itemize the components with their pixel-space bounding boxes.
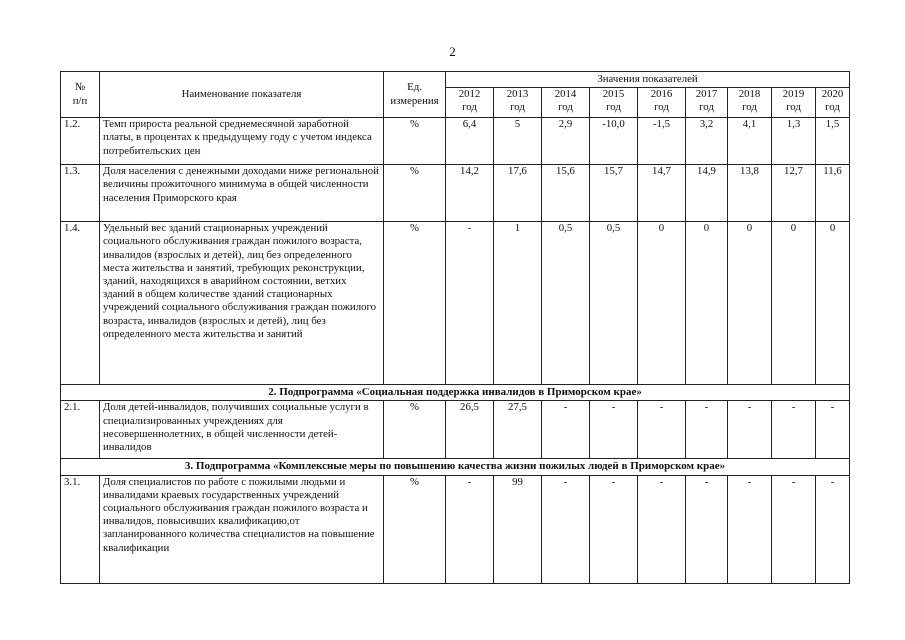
indicator-name: Доля населения с денежными доходами ниже региональной величины прожиточного минимума в общей численности населения Приморского края xyxy=(100,165,384,222)
table-row xyxy=(61,118,850,165)
value-cell-2016: 14,7 xyxy=(638,165,686,222)
value-cell-2017: - xyxy=(686,475,728,583)
value-cell-2015: 0,5 xyxy=(590,222,638,385)
value-cell-2018: 0 xyxy=(728,222,772,385)
value-cell-2016: 0 xyxy=(638,222,686,385)
header-year-suffix: год xyxy=(606,101,621,114)
value-cell-2016: - xyxy=(638,401,686,459)
table-row xyxy=(61,475,850,583)
header-name-label: Наименование показателя xyxy=(181,88,302,100)
table-row xyxy=(61,401,850,459)
value-cell-2020: - xyxy=(816,401,850,459)
value-cell-2012: 26,5 xyxy=(446,401,494,459)
value-cell-2014: 2,9 xyxy=(542,118,590,165)
value-cell-2017: 14,9 xyxy=(686,165,728,222)
header-year-suffix: год xyxy=(786,101,801,114)
value-cell-2020: 11,6 xyxy=(816,165,850,222)
value-cell-2012: 14,2 xyxy=(446,165,494,222)
unit-cell: % xyxy=(384,165,446,222)
value-cell-2016: - xyxy=(638,475,686,583)
value-cell-2012: - xyxy=(446,475,494,583)
header-year-suffix: год xyxy=(462,101,477,114)
value-cell-2015: - xyxy=(590,401,638,459)
row-number: 1.4. xyxy=(61,222,100,385)
value-cell-2013: 5 xyxy=(494,118,542,165)
section-title: 2. Подпрограмма «Социальная поддержка инвалидов в Приморском крае» xyxy=(61,385,850,401)
value-cell-2016: -1,5 xyxy=(638,118,686,165)
value-cell-2013: 99 xyxy=(494,475,542,583)
header-year-2014 xyxy=(542,88,590,118)
table-row xyxy=(61,165,850,222)
header-year-value: 2020 xyxy=(821,88,844,101)
section-row xyxy=(61,385,850,401)
header-year-value: 2019 xyxy=(782,88,805,101)
value-cell-2015: - xyxy=(590,475,638,583)
value-cell-2017: 3,2 xyxy=(686,118,728,165)
header-year-value: 2018 xyxy=(738,88,761,101)
value-cell-2013: 1 xyxy=(494,222,542,385)
header-unit-label: Ед. измерения xyxy=(390,81,439,107)
header-year-value: 2017 xyxy=(695,88,718,101)
section-title: 3. Подпрограмма «Комплексные меры по повышению качества жизни пожилых людей в Приморском крае» xyxy=(61,459,850,475)
unit-cell: % xyxy=(384,475,446,583)
value-cell-2019: 0 xyxy=(772,222,816,385)
indicator-name: Темп прироста реальной среднемесячной заработной платы, в процентах к предыдущему году с учетом индекса потребительских цен xyxy=(100,118,384,165)
unit-cell: % xyxy=(384,401,446,459)
header-values-label: Значения показателей xyxy=(597,73,698,85)
header-year-2016 xyxy=(638,88,686,118)
value-cell-2018: - xyxy=(728,475,772,583)
header-year-suffix: год xyxy=(742,101,757,114)
unit-cell: % xyxy=(384,222,446,385)
value-cell-2014: - xyxy=(542,401,590,459)
value-cell-2019: - xyxy=(772,401,816,459)
header-year-value: 2013 xyxy=(506,88,529,101)
value-cell-2014: - xyxy=(542,475,590,583)
value-cell-2018: 4,1 xyxy=(728,118,772,165)
header-year-2017 xyxy=(686,88,728,118)
value-cell-2017: 0 xyxy=(686,222,728,385)
header-year-2013 xyxy=(494,88,542,118)
page-number: 2 xyxy=(449,44,456,59)
value-cell-2012: 6,4 xyxy=(446,118,494,165)
table-header xyxy=(61,72,850,118)
indicator-name: Доля специалистов по работе с пожилыми людьми и инвалидами краевых государственных учреждений социального обслуживания граждан пожилого возраста и инвалидов, повысивших квалификацию,от запланированного количества специалистов на повышение квалификации xyxy=(100,475,384,583)
row-number: 1.2. xyxy=(61,118,100,165)
header-year-value: 2014 xyxy=(554,88,577,101)
value-cell-2013: 27,5 xyxy=(494,401,542,459)
header-name xyxy=(100,72,384,118)
header-year-2019 xyxy=(772,88,816,118)
header-unit xyxy=(384,72,446,118)
header-year-suffix: год xyxy=(654,101,669,114)
value-cell-2020: 1,5 xyxy=(816,118,850,165)
header-values xyxy=(446,72,850,88)
header-year-suffix: год xyxy=(825,101,840,114)
header-year-suffix: год xyxy=(558,101,573,114)
indicators-table xyxy=(60,71,850,584)
value-cell-2017: - xyxy=(686,401,728,459)
header-num-label: № п/п xyxy=(72,81,88,107)
header-year-value: 2015 xyxy=(602,88,625,101)
header-year-suffix: год xyxy=(510,101,525,114)
header-year-2018 xyxy=(728,88,772,118)
value-cell-2020: - xyxy=(816,475,850,583)
table-body xyxy=(61,118,850,583)
value-cell-2013: 17,6 xyxy=(494,165,542,222)
value-cell-2014: 15,6 xyxy=(542,165,590,222)
value-cell-2015: 15,7 xyxy=(590,165,638,222)
indicator-name: Доля детей-инвалидов, получивших социальные услуги в специализированных учреждениях для несовершеннолетних, в общей численности детей-инвалидов xyxy=(100,401,384,459)
row-number: 3.1. xyxy=(61,475,100,583)
header-num xyxy=(61,72,100,118)
value-cell-2019: 12,7 xyxy=(772,165,816,222)
header-year-2020 xyxy=(816,88,850,118)
header-year-2012 xyxy=(446,88,494,118)
value-cell-2019: - xyxy=(772,475,816,583)
value-cell-2020: 0 xyxy=(816,222,850,385)
unit-cell: % xyxy=(384,118,446,165)
header-year-value: 2012 xyxy=(458,88,481,101)
value-cell-2019: 1,3 xyxy=(772,118,816,165)
header-year-value: 2016 xyxy=(650,88,673,101)
value-cell-2015: -10,0 xyxy=(590,118,638,165)
value-cell-2018: 13,8 xyxy=(728,165,772,222)
header-year-suffix: год xyxy=(699,101,714,114)
value-cell-2014: 0,5 xyxy=(542,222,590,385)
value-cell-2012: - xyxy=(446,222,494,385)
header-year-2015 xyxy=(590,88,638,118)
indicator-name: Удельный вес зданий стационарных учреждений социального обслуживания граждан пожилого возраста, инвалидов (взрослых и детей), лиц без определенного места жительства и занятий, требующих реконструкции, зданий, находящихся в аварийном состоянии, ветхих зданий в общем количестве зданий стационарных учреждений социального обслуживания граждан пожилого возраста, инвалидов (взрослых и детей), лиц без определенного места жительства и занятий xyxy=(100,222,384,385)
row-number: 2.1. xyxy=(61,401,100,459)
table-row xyxy=(61,222,850,385)
value-cell-2018: - xyxy=(728,401,772,459)
section-row xyxy=(61,459,850,475)
row-number: 1.3. xyxy=(61,165,100,222)
